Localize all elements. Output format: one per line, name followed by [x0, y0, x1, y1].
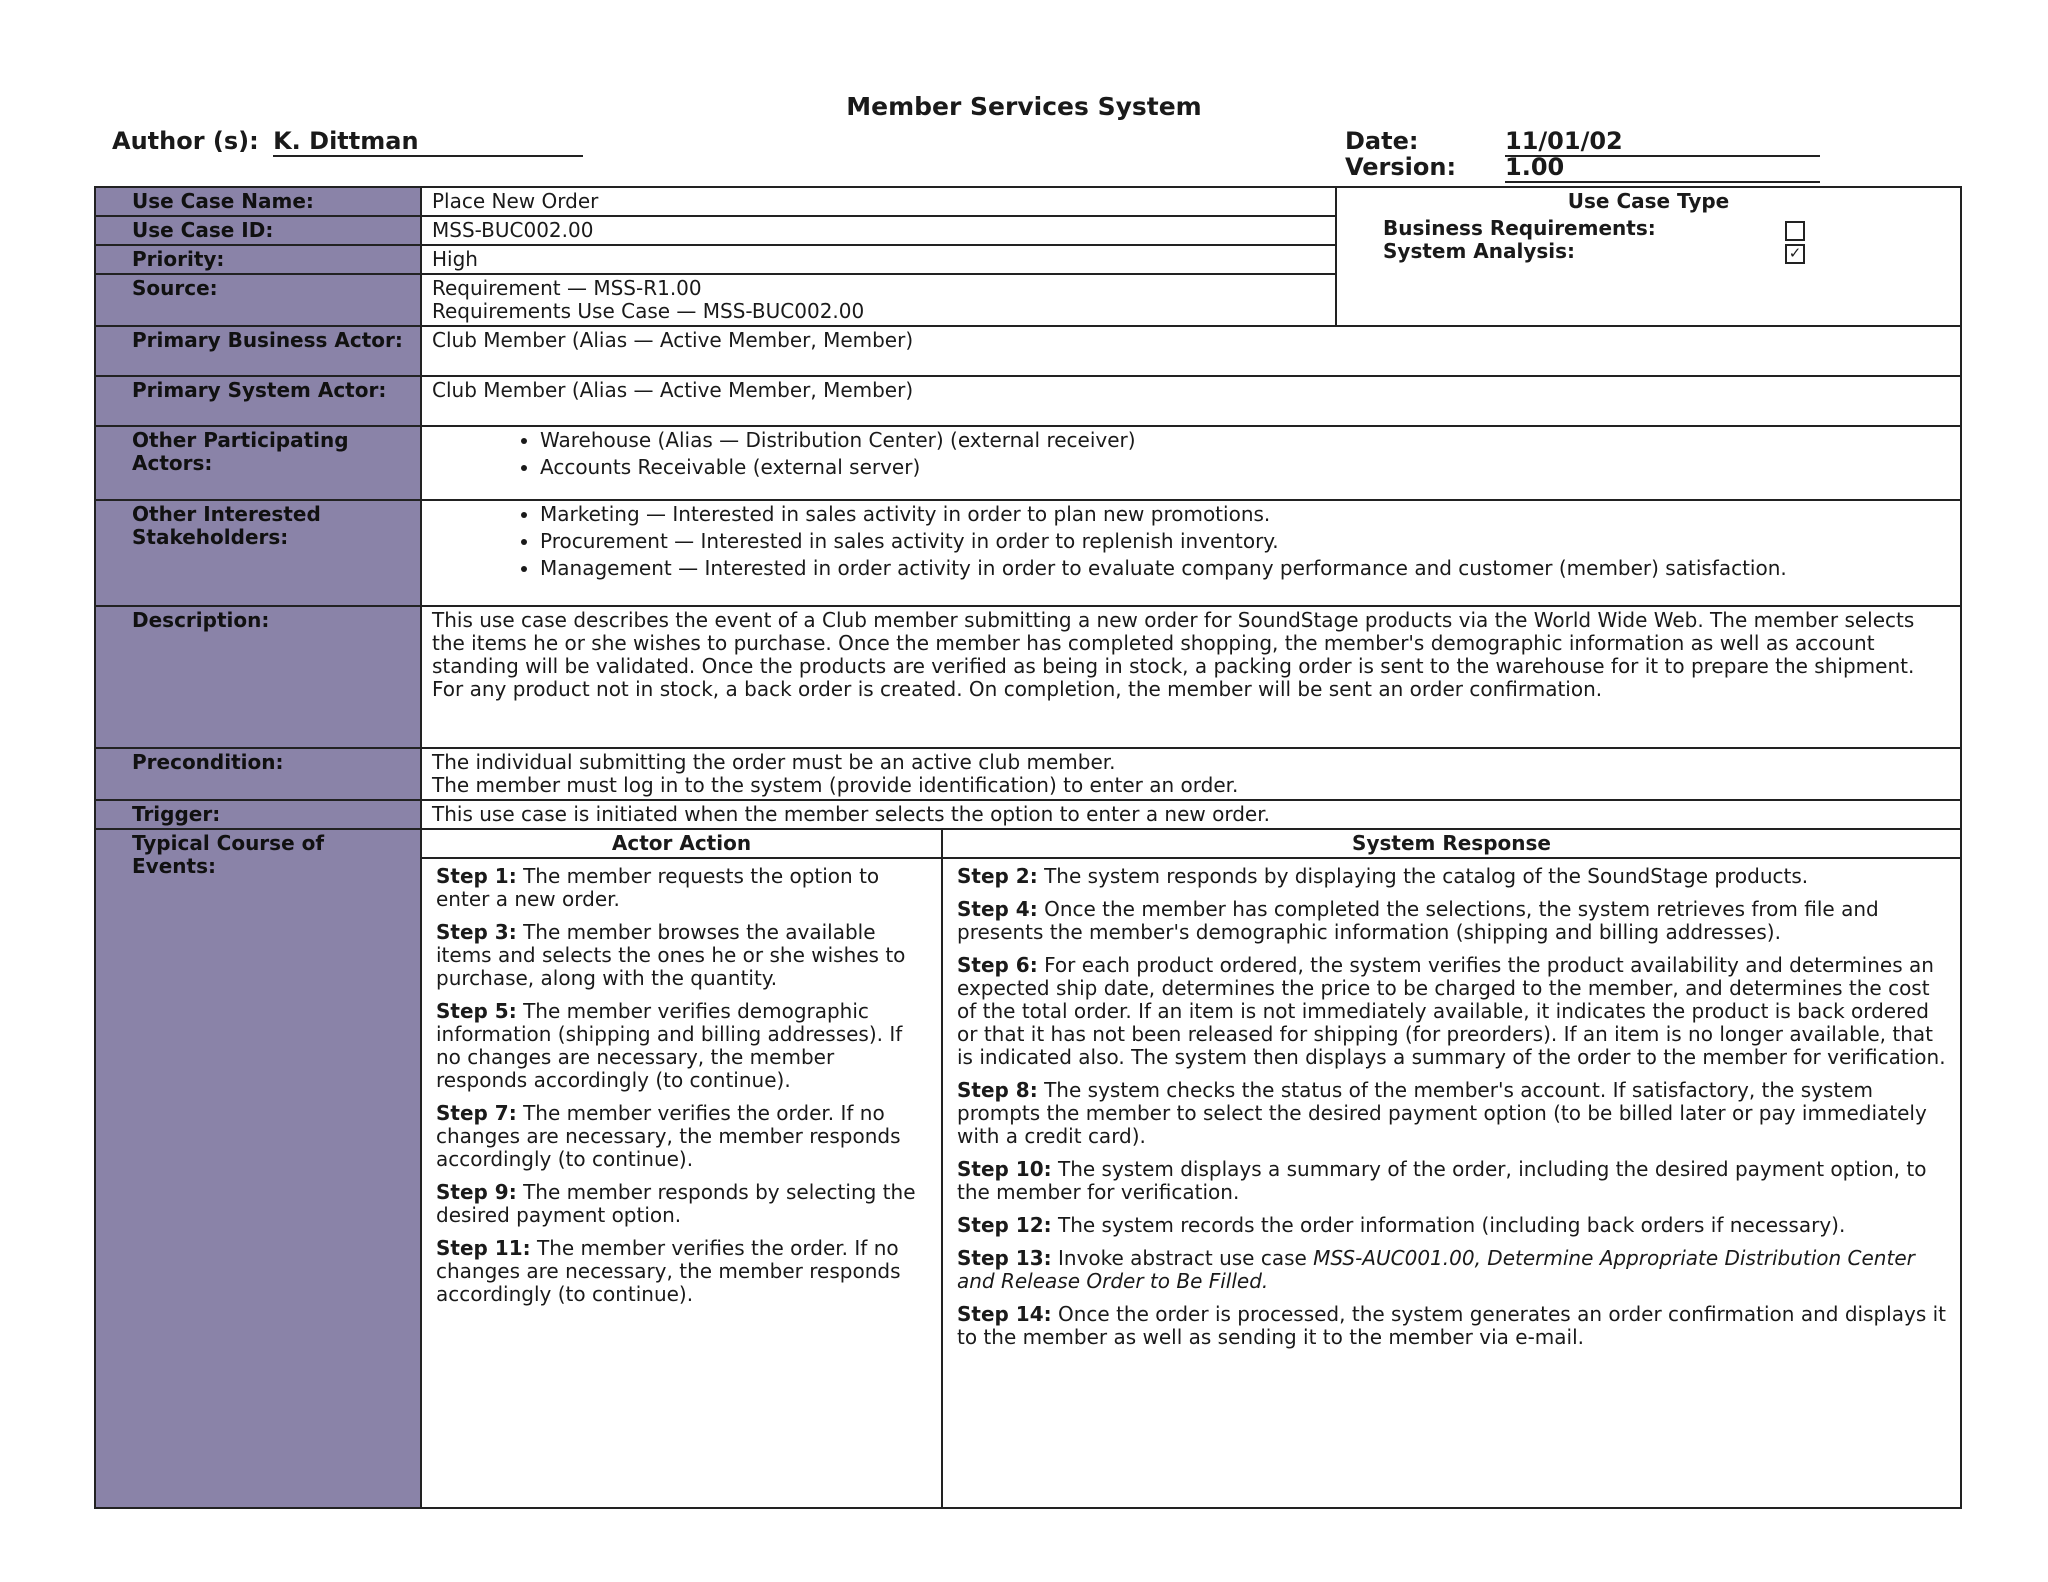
actor-step	[436, 921, 931, 990]
stakeholders-list	[432, 503, 1950, 580]
step-number: Step 14:	[957, 1302, 1052, 1326]
step-text: The system displays a summary of the order, including the desired payment option, to the member for verification.	[957, 1157, 1927, 1204]
primary-system-actor-label: Primary System Actor:	[95, 376, 421, 426]
precondition-value	[421, 748, 1961, 800]
source-value	[421, 274, 1336, 326]
actor-action-header: Actor Action	[422, 830, 942, 858]
actor-step	[436, 1237, 931, 1306]
actor-step	[436, 1102, 931, 1171]
system-analysis-row	[1347, 240, 1950, 263]
use-case-type-box	[1336, 187, 1961, 326]
step-number: Step 1:	[436, 864, 517, 888]
step-number: Step 5:	[436, 999, 517, 1023]
date-label: Date:	[1345, 127, 1419, 155]
step-text: The member browses the available items and selects the ones he or she wishes to purchase, along with the quantity.	[436, 920, 906, 990]
list-item: • Marketing — Interested in sales activity in order to plan new promotions.	[540, 503, 1950, 526]
step-number: Step 11:	[436, 1236, 531, 1260]
description-value: This use case describes the event of a Club member submitting a new order for SoundStage products via the World Wide Web. The member selects the items he or she wishes to purchase. Once the member has completed shopping, the member's demographic information as well as account standing will be validated. Once the products are verified as being in stock, a packing order is sent to the warehouse for it to prepare the shipment. For any product not in stock, a back order is created. On completion, the member will be sent an order confirmation.	[421, 606, 1961, 748]
use-case-type-title: Use Case Type	[1567, 189, 1730, 213]
step-number: Step 10:	[957, 1157, 1052, 1181]
version-value: 1.00	[1505, 153, 1820, 183]
system-step	[957, 865, 1950, 888]
system-step	[957, 1158, 1950, 1204]
document-title: Member Services System	[846, 92, 1202, 121]
step-number: Step 7:	[436, 1101, 517, 1125]
step-text: The member verifies the order. If no changes are necessary, the member responds accordingly (to continue).	[436, 1101, 901, 1171]
use-case-name-value: Place New Order	[421, 187, 1336, 216]
primary-business-actor-label: Primary Business Actor:	[95, 326, 421, 376]
step-number: Step 9:	[436, 1180, 517, 1204]
list-item: • Management — Interested in order activity in order to evaluate company performance and customer (member) satisfaction.	[540, 557, 1950, 580]
system-step	[957, 1303, 1950, 1349]
step-number: Step 4:	[957, 897, 1038, 921]
system-response-header: System Response	[942, 830, 1960, 858]
precondition-line-1: The individual submitting the order must be an active club member.	[432, 750, 1116, 774]
description-label: Description:	[95, 606, 421, 748]
source-line-1: Requirement — MSS-R1.00	[432, 276, 702, 300]
system-analysis-label: System Analysis:	[1383, 239, 1576, 263]
author-value: K. Dittman	[273, 127, 583, 157]
step-text: The system records the order information (including back orders if necessary).	[1051, 1213, 1846, 1237]
step-text: Invoke abstract use case	[1051, 1246, 1314, 1270]
step-number: Step 8:	[957, 1078, 1038, 1102]
step-text: The system responds by displaying the catalog of the SoundStage products.	[1037, 864, 1809, 888]
events-table	[422, 830, 1960, 1507]
source-line-2: Requirements Use Case — MSS-BUC002.00	[432, 299, 865, 323]
business-requirements-row	[1347, 217, 1950, 240]
step-text: For each product ordered, the system verifies the product availability and determines an expected ship date, determines the price to be charged to the member, and determines the cost of the total order. If an item is not immediately available, it indicates the product is back ordered or that it has not been released for shipping (for preorders). If an item is no longer available, that is indicated also. The system then displays a summary of the order to the member for verification.	[957, 953, 1946, 1069]
list-item: • Warehouse (Alias — Distribution Center) (external receiver)	[540, 429, 1950, 452]
system-step	[957, 1079, 1950, 1148]
source-label: Source:	[95, 274, 421, 326]
use-case-id-value: MSS-BUC002.00	[421, 216, 1336, 245]
typical-course-label: Typical Course of Events:	[95, 829, 421, 1508]
actor-step	[436, 1000, 931, 1092]
other-interested-stakeholders-value	[421, 500, 1961, 606]
step-text: The member verifies demographic information (shipping and billing addresses). If no changes are necessary, the member responds accordingly (to continue).	[436, 999, 903, 1092]
step-number: Step 13:	[957, 1246, 1052, 1270]
system-step	[957, 1247, 1950, 1293]
step-text: The member responds by selecting the desired payment option.	[436, 1180, 916, 1227]
system-response-column	[942, 858, 1960, 1507]
step-text: Once the order is processed, the system generates an order confirmation and displays it to the member as well as sending it to the member via e-mail.	[957, 1302, 1947, 1349]
priority-label: Priority:	[95, 245, 421, 274]
system-step	[957, 898, 1950, 944]
date-value: 11/01/02	[1505, 127, 1820, 157]
step-text: The system checks the status of the member's account. If satisfactory, the system prompts the member to select the desired payment option (to be billed later or pay immediately with a credit card).	[957, 1078, 1927, 1148]
participating-actors-list	[432, 429, 1950, 479]
priority-value: High	[421, 245, 1336, 274]
actor-action-column	[422, 858, 942, 1507]
step-text: The member requests the option to enter a new order.	[436, 864, 880, 911]
trigger-label: Trigger:	[95, 800, 421, 829]
step-number: Step 12:	[957, 1213, 1052, 1237]
actor-step	[436, 1181, 931, 1227]
system-steps	[957, 865, 1950, 1349]
actor-steps	[436, 865, 931, 1306]
trigger-value: This use case is initiated when the member selects the option to enter a new order.	[421, 800, 1961, 829]
other-participating-actors-value	[421, 426, 1961, 500]
author-line	[112, 127, 583, 157]
other-interested-stakeholders-label: Other Interested Stakeholders:	[95, 500, 421, 606]
step-italic-text: MSS-AUC001.00, Determine Appropriate Distribution Center and Release Order to Be Filled.	[957, 1246, 1915, 1293]
step-text: Once the member has completed the selections, the system retrieves from file and presents the member's demographic information (shipping and billing addresses).	[957, 897, 1879, 944]
step-number: Step 2:	[957, 864, 1038, 888]
use-case-id-label: Use Case ID:	[95, 216, 421, 245]
primary-business-actor-value: Club Member (Alias — Active Member, Member)	[421, 326, 1961, 376]
version-label: Version:	[1345, 153, 1457, 181]
system-step	[957, 1214, 1950, 1237]
system-step	[957, 954, 1950, 1069]
primary-system-actor-value: Club Member (Alias — Active Member, Member)	[421, 376, 1961, 426]
list-item: • Procurement — Interested in sales activity in order to replenish inventory.	[540, 530, 1950, 553]
system-analysis-checkbox[interactable]: ✓	[1785, 244, 1805, 264]
typical-course-cell	[421, 829, 1961, 1508]
step-number: Step 6:	[957, 953, 1038, 977]
version-line	[1345, 153, 1820, 183]
business-requirements-label: Business Requirements:	[1383, 216, 1656, 240]
business-requirements-checkbox[interactable]	[1785, 221, 1805, 241]
precondition-label: Precondition:	[95, 748, 421, 800]
step-text: The member verifies the order. If no changes are necessary, the member responds accordingly (to continue).	[436, 1236, 901, 1306]
use-case-name-label: Use Case Name:	[95, 187, 421, 216]
precondition-line-2: The member must log in to the system (provide identification) to enter an order.	[432, 773, 1239, 797]
step-number: Step 3:	[436, 920, 517, 944]
actor-step	[436, 865, 931, 911]
other-participating-actors-label: Other Participating Actors:	[95, 426, 421, 500]
list-item: • Accounts Receivable (external server)	[540, 456, 1950, 479]
author-label: Author (s):	[112, 127, 259, 155]
use-case-table	[94, 186, 1962, 1509]
